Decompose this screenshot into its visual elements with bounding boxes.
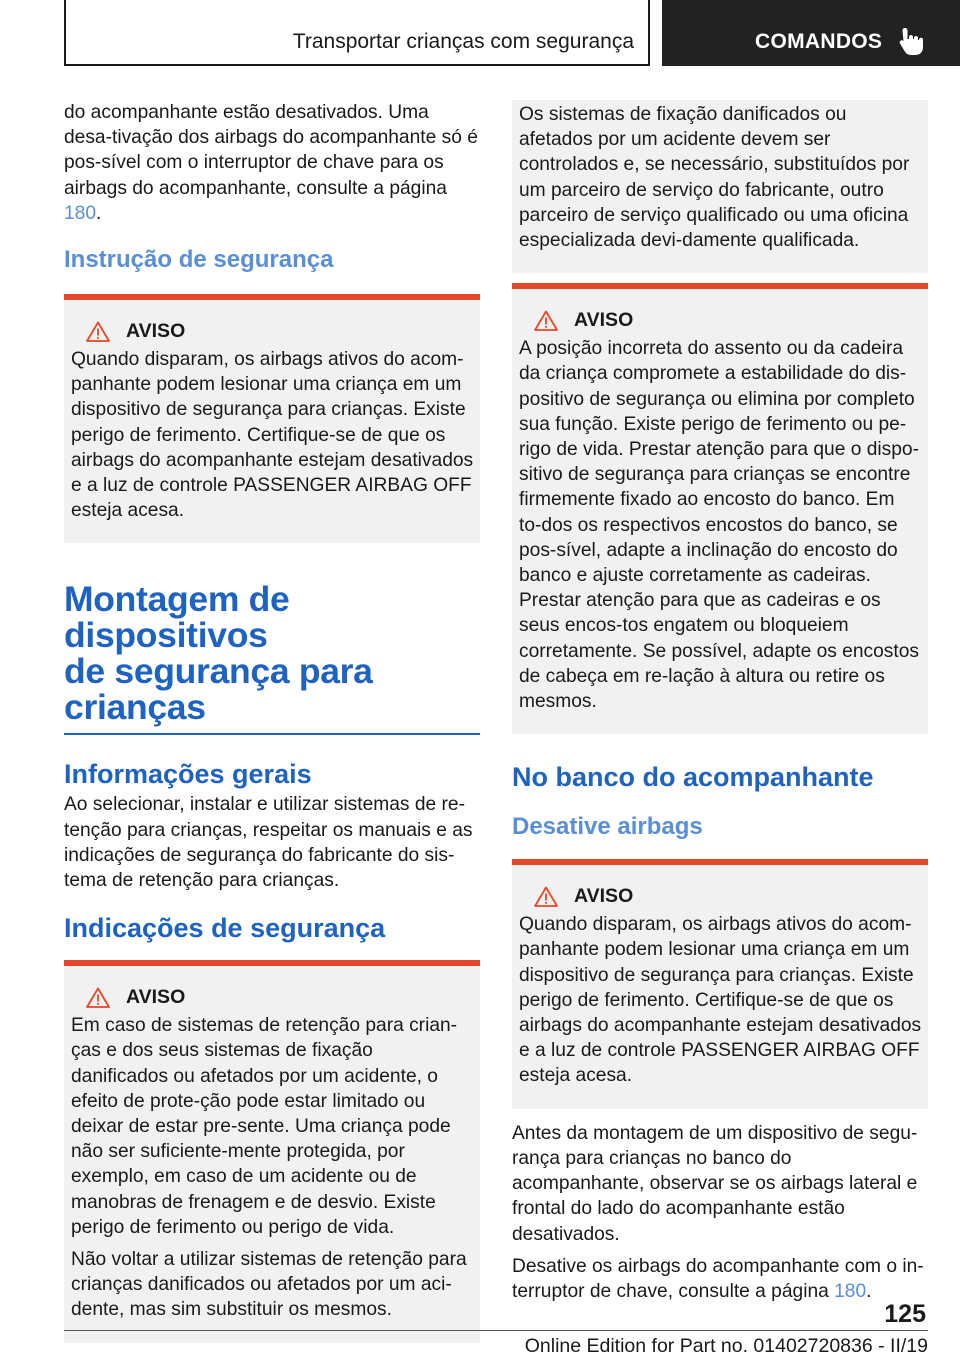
warning-box [64,960,480,1342]
warning-header [71,986,474,1009]
section-tab-label: COMANDOS [755,30,883,53]
warning-text: A posição incorreta do assento ou da cadeira da criança compromete a estabilidade do dis-positivo de segurança ou elimina por completo sua função. Existe perigo de ferimento ou pe-rigo de vida. Prestar atenção para que o dispo-sitivo de segurança para crianças se encontre firmemente fixado ao encosto do banco. Em to-dos os respectivos encostos do banco, se pos-sível, adapte a inclinação do encosto do banco e ajuste corretamente as cadeiras. Prestar atenção para que as cadeiras e os seus encos-tos engatem ou bloqueiem corretamente. Se possível, adapte os encostos de cabeça em re-lação à altura ou retire os mesmos. [519,338,919,713]
page-link[interactable]: 180 [834,1280,867,1302]
warning-triangle-icon [86,987,110,1008]
pointing-hand-icon [898,26,924,56]
heading-instrucao-seguranca: Instrução de segurança [64,246,334,274]
warning-label: AVISO [126,986,186,1009]
warning-header [519,309,922,332]
warning-box [512,859,928,1108]
heading-informacoes-gerais: Informações gerais [64,759,312,790]
right-column [512,100,928,1304]
footer-edition: Online Edition for Part no. 01402720836 - II/19 [524,1335,928,1357]
heading-desative-airbags: Desative airbags [512,813,703,841]
header-chapter-box [64,0,650,66]
footer-divider [64,1330,928,1331]
continued-warning-box [512,100,928,273]
left-column [64,100,480,1343]
heading-banco-acompanhante: No banco do acompanhante [512,762,874,793]
warning-text: Quando disparam, os airbags ativos do acom-panhante podem lesionar uma criança em um dispositivo de segurança para crianças. Existe perigo de ferimento. Certifique-se de que os airbags do acompanhante estejam desativados e a luz de controle PASSENGER AIRBAG OFF esteja acesa. [519,914,922,1087]
warning-text: Não voltar a utilizar sistemas de retenção para crianças danificados ou afetados por um aci-dente, mas sim substituir os mesmos. [71,1249,467,1321]
info-paragraph: Ao selecionar, instalar e utilizar sistemas de re-tenção para crianças, respeitar os manuais e as indicações de segurança do fabricante do sis-tema de retenção para crianças. [64,794,473,892]
page-number: 125 [884,1300,926,1328]
page-link[interactable]: 180 [64,202,97,224]
warning-triangle-icon [86,321,110,342]
intro-paragraph [64,100,480,226]
intro-end: . [96,202,102,224]
warning-text: Em caso de sistemas de retenção para crian-ças e dos seus sistemas de fixação danificados ou afetados por um acidente, o efeito de prote-ção pode estar limitado ou deixar de estar pre-sente. Uma criança pode não ser suficiente-mente protegida, por exemplo, em caso de um acidente ou de manobras de frenagem e de desvio. Existe perigo de ferimento ou perigo de vida. [71,1015,458,1238]
warning-text: Quando disparam, os airbags ativos do acom-panhante podem lesionar uma criança em um dispositivo de segurança para crianças. Existe perigo de ferimento. Certifique-se de que os airbags do acompanhante estejam desativados e a luz de controle PASSENGER AIRBAG OFF esteja acesa. [71,349,474,522]
continued-text: Os sistemas de fixação danificados ou afetados por um acidente devem ser controlados e, se necessário, substituídos por um parceiro de serviço do fabricante, outro parceiro de serviço qualificado ou uma oficina especializada devi-damente qualificada. [519,104,910,252]
warning-label: AVISO [574,309,634,332]
warning-box [512,283,928,734]
main-section-title [64,581,480,735]
heading-indicacoes-seguranca: Indicações de segurança [64,913,386,944]
header-section-tab[interactable] [662,0,960,66]
title-line-2: de segurança para crianças [64,651,373,728]
intro-text: do acompanhante estão desativados. Uma desa-tivação dos airbags do acompanhante só é pos-sível com o interruptor de chave para os airbags do acompanhante, consulte a página [64,102,478,199]
chapter-title: Transportar crianças com segurança [292,30,634,53]
warning-header [71,320,474,343]
paragraph-deactivate [512,1254,928,1304]
warning-triangle-icon [534,886,558,907]
deactivate-text: Desative os airbags do acompanhante com o in-terruptor de chave, consulte a página [512,1255,924,1302]
warning-label: AVISO [126,320,186,343]
warning-triangle-icon [534,310,558,331]
warning-box [64,294,480,543]
paragraph-before-mounting: Antes da montagem de um dispositivo de segu-rança para crianças no banco do acompanhante, observar se os airbags lateral e frontal do lado do acompanhante estão desativados. [512,1122,918,1245]
title-line-1: Montagem de dispositivos [64,579,290,656]
warning-label: AVISO [574,885,634,908]
deactivate-end: . [866,1280,872,1302]
warning-header [519,885,922,908]
